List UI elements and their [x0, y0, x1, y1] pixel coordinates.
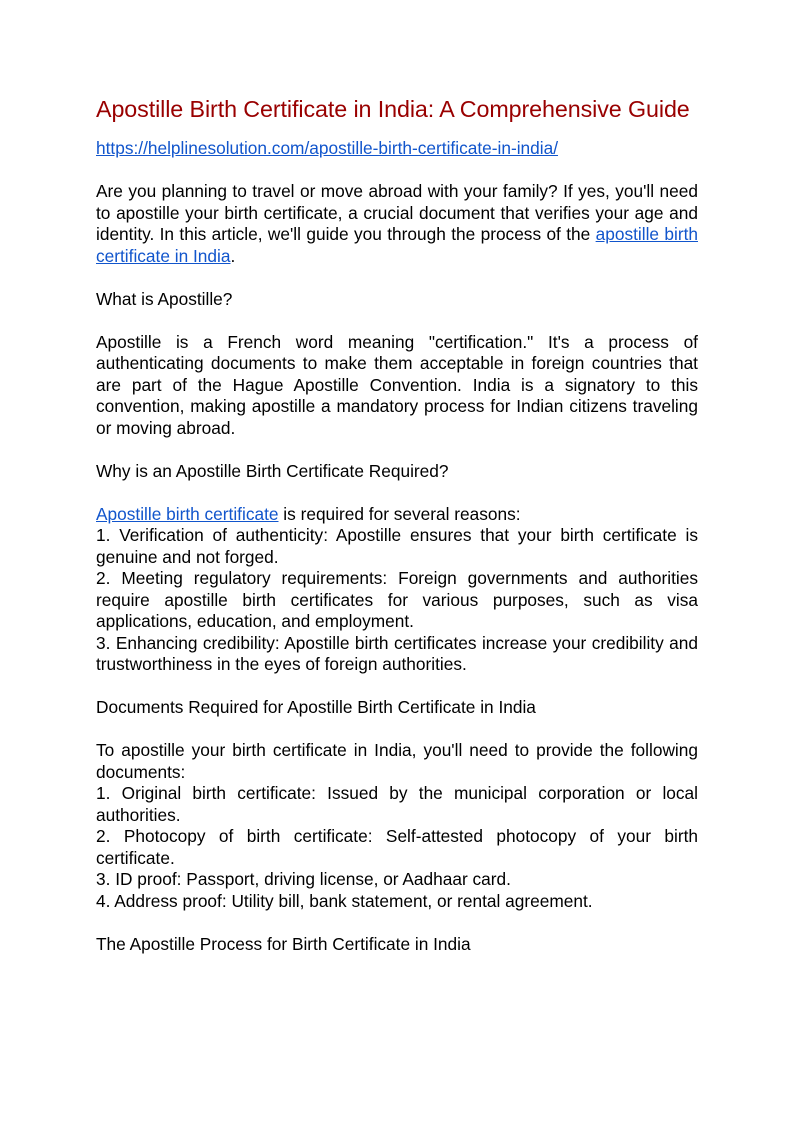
documents-list — [96, 783, 698, 912]
heading-why-required: Why is an Apostille Birth Certificate Required? — [96, 460, 449, 481]
heading-apostille-process: The Apostille Process for Birth Certificate in India — [96, 933, 471, 954]
intro-paragraph — [96, 181, 698, 267]
list-item: 1. Original birth certificate: Issued by the municipal corporation or local authorities. — [96, 783, 698, 825]
why-lead-link[interactable]: Apostille birth certificate — [96, 503, 279, 524]
document-page — [96, 94, 698, 955]
reasons-list — [96, 525, 698, 676]
page-title: Apostille Birth Certificate in India: A Comprehensive Guide — [96, 96, 690, 122]
list-item: 2. Meeting regulatory requirements: Foreign governments and authorities require apostille birth certificates for various purposes, such as visa applications, education, and employment. — [96, 568, 698, 631]
intro-text: Are you planning to travel or move abroad with your family? If yes, you'll need to apostille your birth certificate, a crucial document that verifies your age and identity. In this article, we'll guide you through the process of the — [96, 181, 698, 244]
what-is-apostille-body: Apostille is a French word meaning "certification." It's a process of authenticating documents to make them acceptable in foreign countries that are part of the Hague Apostille Convention. India is a signatory to this convention, making apostille a mandatory process for Indian citizens traveling or moving abroad. — [96, 331, 698, 438]
documents-intro: To apostille your birth certificate in India, you'll need to provide the following documents: — [96, 740, 698, 782]
why-lead-text: is required for several reasons: — [278, 503, 521, 524]
intro-end: . — [230, 245, 236, 266]
list-item: 3. ID proof: Passport, driving license, or Aadhaar card. — [96, 869, 511, 889]
why-required-lead — [96, 504, 698, 526]
heading-what-is-apostille: What is Apostille? — [96, 288, 233, 309]
list-item: 3. Enhancing credibility: Apostille birth certificates increase your credibility and trustworthiness in the eyes of foreign authorities. — [96, 632, 698, 674]
list-item: 4. Address proof: Utility bill, bank statement, or rental agreement. — [96, 890, 593, 911]
intro-link[interactable]: apostille birth certificate in India — [96, 224, 698, 266]
list-item: 1. Verification of authenticity: Apostille ensures that your birth certificate is genuine and not forged. — [96, 525, 698, 567]
source-url-link[interactable]: https://helplinesolution.com/apostille-birth-certificate-in-india/ — [96, 138, 559, 158]
heading-documents-required: Documents Required for Apostille Birth Certificate in India — [96, 697, 536, 717]
list-item: 2. Photocopy of birth certificate: Self-attested photocopy of your birth certificate. — [96, 826, 698, 868]
